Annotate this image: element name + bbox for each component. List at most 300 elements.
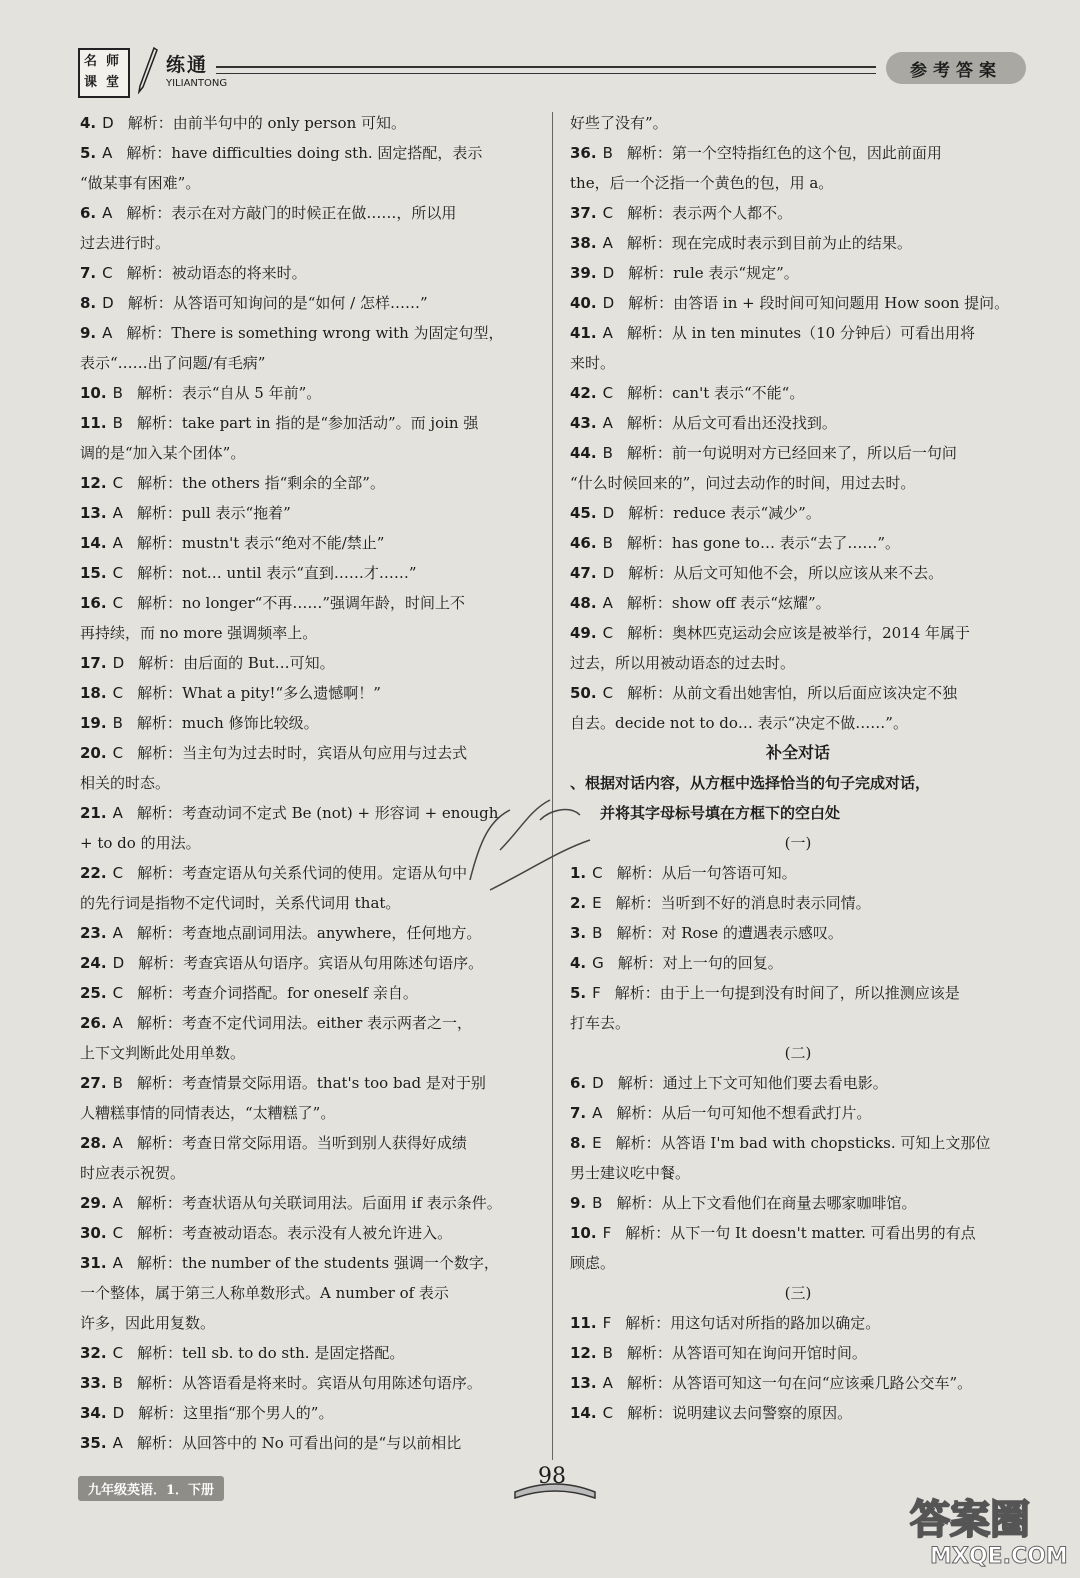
- question-number: 36.: [570, 144, 597, 162]
- right-column: [570, 108, 1026, 1428]
- question-number: 12.: [570, 1344, 597, 1362]
- answer-line: [570, 1128, 1026, 1158]
- explanation-continuation: 过去，所以用被动语态的过去时。: [570, 654, 796, 672]
- answer-entry: [80, 138, 540, 198]
- answer-entry: [80, 1068, 540, 1128]
- answer-letter: A: [112, 1194, 123, 1212]
- answer-entry: [80, 108, 540, 138]
- answer-entry: [80, 1248, 540, 1338]
- question-number: 48.: [570, 594, 597, 612]
- answer-line: [570, 1098, 1026, 1128]
- answer-line: [80, 318, 540, 348]
- answer-entry: [570, 1188, 1026, 1218]
- answer-line: [570, 408, 1026, 438]
- explanation-continuation: 许多，因此用复数。: [80, 1314, 216, 1332]
- right-entries: [570, 138, 1026, 738]
- answer-line: [570, 378, 1026, 408]
- question-number: 47.: [570, 564, 597, 582]
- answer-letter: B: [602, 144, 613, 162]
- answer-entry: [570, 318, 1026, 378]
- explanation-text: 解析：mustn't 表示“绝对不能/禁止”: [136, 534, 385, 552]
- explanation-text: 解析：对上一句的回复。: [617, 954, 783, 972]
- explanation-continuation: “什么时候回来的”，问过去动作的时间，用过去时。: [570, 474, 916, 492]
- question-number: 30.: [80, 1224, 107, 1242]
- answer-letter: A: [112, 1014, 123, 1032]
- answer-letter: C: [602, 1404, 614, 1422]
- answer-line: [570, 678, 1026, 708]
- answer-letter: C: [602, 684, 614, 702]
- answer-line: [80, 138, 540, 168]
- question-number: 41.: [570, 324, 597, 342]
- answer-letter: B: [112, 384, 123, 402]
- answer-entry: [570, 138, 1026, 198]
- answer-letter: A: [112, 534, 123, 552]
- logo-char: 名: [84, 54, 98, 69]
- question-number: 4.: [80, 114, 97, 132]
- answer-letter: C: [112, 984, 124, 1002]
- answer-line: [570, 528, 1026, 558]
- answer-line: [570, 948, 1026, 978]
- explanation-text: 解析：从后一句可知他不想看武打片。: [616, 1104, 872, 1122]
- explanation-text: 解析：从答语看是将来时。宾语从句用陈述句语序。: [136, 1374, 482, 1392]
- question-number: 46.: [570, 534, 597, 552]
- answer-line: [570, 888, 1026, 918]
- answer-letter: C: [112, 564, 124, 582]
- explanation-text: 解析：当听到不好的消息时表示同情。: [615, 894, 871, 912]
- explanation-text: 解析：从 in ten minutes（10 分钟后）可看出用将: [626, 324, 975, 342]
- explanation-text: 解析：从下一句 It doesn't matter. 可看出男的有点: [625, 1224, 976, 1242]
- answer-letter: B: [112, 714, 123, 732]
- answer-letter: A: [112, 924, 123, 942]
- answer-entry: [80, 408, 540, 468]
- explanation-text: 解析：What a pity!“多么遗憾啊！”: [137, 684, 381, 702]
- page-header: [78, 46, 1028, 96]
- answer-letter: B: [112, 1374, 123, 1392]
- explanation-text: 解析：考查状语从句关联词用法。后面用 if 表示条件。: [136, 1194, 502, 1212]
- answer-letter: C: [112, 594, 124, 612]
- question-number: 9.: [570, 1194, 587, 1212]
- answer-entry: [80, 948, 540, 978]
- explanation-text: 解析：前一句说明对方已经回来了，所以后一句问: [626, 444, 957, 462]
- answer-line: [80, 948, 540, 978]
- explanation-text: 解析：从上下文看他们在商量去哪家咖啡馆。: [616, 1194, 917, 1212]
- question-number: 8.: [570, 1134, 587, 1152]
- explanation-text: 解析：the others 指“剩余的全部”。: [137, 474, 385, 492]
- answer-entry: [570, 618, 1026, 678]
- explanation-continuation: 的先行词是指物不定代词时，关系代词用 that。: [80, 894, 401, 912]
- answer-entry: [570, 198, 1026, 228]
- question-number: 33.: [80, 1374, 107, 1392]
- answer-line: [80, 1188, 540, 1218]
- question-number: 11.: [570, 1314, 597, 1332]
- answer-letter: C: [112, 864, 124, 882]
- answer-letter: A: [602, 594, 613, 612]
- answer-letter: B: [112, 414, 123, 432]
- question-number: 12.: [80, 474, 107, 492]
- explanation-text: 解析：从答语 I'm bad with chopsticks. 可知上文那位: [615, 1134, 991, 1152]
- explanation-text: 解析：考查动词不定式 Be (not) + 形容词 + enough: [136, 804, 499, 822]
- answer-entry: [80, 648, 540, 678]
- watermark-logo: 答案圈: [910, 1497, 1030, 1543]
- explanation-text: 解析：奥林匹克运动会应该是被举行，2014 年属于: [627, 624, 971, 642]
- answer-entry: [570, 888, 1026, 918]
- explanation-text: 解析：从后文可知他不会，所以应该从来不去。: [628, 564, 944, 582]
- explanation-text: 解析：表示两个人都不。: [627, 204, 793, 222]
- question-number: 24.: [80, 954, 107, 972]
- explanation-text: 解析：用这句话对所指的路加以确定。: [625, 1314, 881, 1332]
- answer-letter: D: [592, 1074, 604, 1092]
- answer-line: [570, 918, 1026, 948]
- explanation-continuation: the，后一个泛指一个黄色的包，用 a。: [570, 174, 834, 192]
- question-number: 35.: [80, 1434, 107, 1452]
- explanation-continuation: 顾虑。: [570, 1254, 616, 1272]
- question-number: 27.: [80, 1074, 107, 1092]
- question-number: 10.: [570, 1224, 597, 1242]
- page-number-text: 98: [538, 1464, 566, 1489]
- answer-line: [570, 1368, 1026, 1398]
- question-number: 10.: [80, 384, 107, 402]
- answer-line: [570, 228, 1026, 258]
- answer-line: [80, 738, 540, 768]
- question-number: 14.: [80, 534, 107, 552]
- answer-line: [570, 258, 1026, 288]
- answer-letter: A: [102, 324, 113, 342]
- explanation-continuation: 时应表示祝贺。: [80, 1164, 186, 1182]
- answer-letter: C: [102, 264, 113, 282]
- explanation-text: 解析：表示在对方敲门的时候正在做……，所以用: [126, 204, 457, 222]
- answer-letter: A: [112, 1434, 123, 1452]
- explanation-continuation: 人糟糕事情的同情表达，“太糟糕了”。: [80, 1104, 336, 1122]
- answer-entry: [570, 258, 1026, 288]
- answer-entry: [80, 378, 540, 408]
- entry-continuation: 好些了没有”。: [570, 114, 668, 132]
- answer-entry: [570, 1098, 1026, 1128]
- answer-entry: [80, 1398, 540, 1428]
- explanation-text: 解析：考查日常交际用语。当听到别人获得好成绩: [136, 1134, 467, 1152]
- pen-icon: [134, 46, 158, 94]
- answer-line: [570, 1068, 1026, 1098]
- question-number: 8.: [80, 294, 97, 312]
- answer-letter: B: [602, 534, 613, 552]
- explanation-text: 解析：被动语态的将来时。: [126, 264, 307, 282]
- answer-entry: [570, 498, 1026, 528]
- answer-line: [570, 1308, 1026, 1338]
- explanation-text: 解析：由答语 in + 段时间可知问题用 How soon 提问。: [628, 294, 1010, 312]
- explanation-text: 解析：由于上一句提到没有时间了，所以推测应该是: [614, 984, 960, 1002]
- answer-line: [80, 978, 540, 1008]
- part-label: (二): [784, 1044, 812, 1062]
- explanation-continuation: 男士建议吃中餐。: [570, 1164, 691, 1182]
- answer-entry: [570, 918, 1026, 948]
- question-number: 13.: [570, 1374, 597, 1392]
- answer-line: [80, 1068, 540, 1098]
- explanation-text: 解析：has gone to… 表示“去了……”。: [626, 534, 901, 552]
- answer-letter: C: [602, 624, 614, 642]
- answer-letter: C: [112, 684, 124, 702]
- section-instruction: 、根据对话内容，从方框中选择恰当的句子完成对话，: [570, 774, 931, 792]
- explanation-continuation: 再持续，而 no more 强调频率上。: [80, 624, 318, 642]
- answer-letter: D: [602, 294, 615, 312]
- explanation-continuation: 过去进行时。: [80, 234, 171, 252]
- answer-entry: [80, 1428, 540, 1458]
- answer-letter: A: [112, 1254, 123, 1272]
- answer-letter: A: [112, 504, 123, 522]
- answer-line: [80, 558, 540, 588]
- book-label: 九年级英语．1．下册: [78, 1476, 224, 1501]
- answer-entry: [570, 558, 1026, 588]
- question-number: 6.: [570, 1074, 587, 1092]
- question-number: 9.: [80, 324, 97, 342]
- answer-entry: [570, 1128, 1026, 1188]
- answer-entry: [570, 228, 1026, 258]
- answer-letter: A: [602, 234, 613, 252]
- logo-char: 师: [106, 54, 120, 69]
- explanation-continuation: 表示“……出了问题/有毛病”: [80, 354, 266, 372]
- explanation-text: 解析：show off 表示“炫耀”。: [626, 594, 831, 612]
- answer-entry: [570, 1308, 1026, 1338]
- answer-letter: D: [112, 1404, 125, 1422]
- answer-line: [80, 1248, 540, 1278]
- answer-line: [80, 1428, 540, 1458]
- explanation-text: 解析：由前半句中的 only person 可知。: [127, 114, 407, 132]
- answer-entry: [570, 858, 1026, 888]
- explanation-text: 解析：从后一句答语可知。: [616, 864, 797, 882]
- explanation-text: 解析：对 Rose 的遭遇表示感叹。: [616, 924, 843, 942]
- question-number: 5.: [80, 144, 97, 162]
- answer-entry: [570, 1218, 1026, 1278]
- answer-letter: A: [592, 1104, 603, 1122]
- explanation-text: 解析：There is something wrong with 为固定句型，: [126, 324, 504, 342]
- answer-entry: [570, 1068, 1026, 1098]
- answer-entry: [570, 528, 1026, 558]
- question-number: 26.: [80, 1014, 107, 1032]
- explanation-text: 解析：can't 表示“不能“。: [627, 384, 805, 402]
- answer-entry: [80, 978, 540, 1008]
- explanation-continuation: + to do 的用法。: [80, 834, 201, 852]
- question-number: 29.: [80, 1194, 107, 1212]
- answer-letter: D: [602, 504, 615, 522]
- answer-letter: C: [112, 474, 124, 492]
- explanation-text: 解析：第一个空特指红色的这个包，因此前面用: [626, 144, 942, 162]
- logo-char: 课: [84, 75, 98, 90]
- question-number: 16.: [80, 594, 107, 612]
- answer-line: [570, 858, 1026, 888]
- answer-line: [570, 588, 1026, 618]
- answer-line: [80, 1218, 540, 1248]
- explanation-text: 解析：考查定语从句关系代词的使用。定语从句中: [137, 864, 468, 882]
- question-number: 32.: [80, 1344, 107, 1362]
- question-number: 25.: [80, 984, 107, 1002]
- answer-letter: A: [602, 324, 613, 342]
- explanation-text: 解析：考查不定代词用法。either 表示两者之一，: [136, 1014, 473, 1032]
- question-number: 15.: [80, 564, 107, 582]
- explanation-text: 解析：tell sb. to do sth. 是固定搭配。: [137, 1344, 405, 1362]
- answer-entry: [80, 498, 540, 528]
- watermark-url: MXQE.COM: [930, 1544, 1068, 1569]
- answer-line: [570, 1218, 1026, 1248]
- answer-letter: A: [602, 1374, 613, 1392]
- answer-entry: [570, 438, 1026, 498]
- explanation-text: 解析：从答语可知询问的是“如何 / 怎样……”: [127, 294, 428, 312]
- question-number: 7.: [570, 1104, 587, 1122]
- answer-letter: B: [602, 444, 613, 462]
- answer-letter: D: [112, 654, 125, 672]
- answer-letter: A: [112, 1134, 123, 1152]
- answer-letter: F: [592, 984, 601, 1002]
- answer-letter: E: [592, 1134, 602, 1152]
- question-number: 31.: [80, 1254, 107, 1272]
- question-number: 18.: [80, 684, 107, 702]
- answer-letter: A: [112, 804, 123, 822]
- answer-line: [80, 1368, 540, 1398]
- question-number: 39.: [570, 264, 597, 282]
- part-label: (一): [784, 834, 812, 852]
- question-number: 7.: [80, 264, 97, 282]
- dialogue-parts: [570, 828, 1026, 1428]
- question-number: 21.: [80, 804, 107, 822]
- question-number: 50.: [570, 684, 597, 702]
- answer-letter: C: [112, 744, 124, 762]
- question-number: 11.: [80, 414, 107, 432]
- publisher-logo: [78, 48, 130, 98]
- explanation-continuation: 上下文判断此处用单数。: [80, 1044, 246, 1062]
- answer-line: [570, 618, 1026, 648]
- answer-letter: A: [602, 414, 613, 432]
- answer-entry: [80, 288, 540, 318]
- question-number: 34.: [80, 1404, 107, 1422]
- explanation-text: 解析：通过上下文可知他们要去看电影。: [617, 1074, 888, 1092]
- explanation-text: 解析：考查情景交际用语。that's too bad 是对于别: [136, 1074, 486, 1092]
- answer-line: [570, 498, 1026, 528]
- answer-entry: [570, 678, 1026, 738]
- part-label: (三): [784, 1284, 812, 1302]
- question-number: 40.: [570, 294, 597, 312]
- explanation-continuation: 一个整体，属于第三人称单数形式。A number of 表示: [80, 1284, 449, 1302]
- explanation-text: 解析：当主句为过去时时，宾语从句应用与过去式: [137, 744, 468, 762]
- explanation-continuation: 打车去。: [570, 1014, 631, 1032]
- explanation-text: 解析：take part in 指的是“参加活动”。而 join 强: [136, 414, 479, 432]
- answer-letter: C: [592, 864, 603, 882]
- answer-line: [80, 1128, 540, 1158]
- answer-entry: [80, 1188, 540, 1218]
- question-number: 1.: [570, 864, 587, 882]
- answer-line: [80, 378, 540, 408]
- explanation-text: 解析：not… until 表示“直到……才……”: [137, 564, 417, 582]
- answer-entry: [80, 918, 540, 948]
- answer-line: [80, 468, 540, 498]
- question-number: 13.: [80, 504, 107, 522]
- question-number: 20.: [80, 744, 107, 762]
- question-number: 17.: [80, 654, 107, 672]
- answer-key-tag: 参考答案: [886, 52, 1026, 84]
- explanation-text: 解析：由后面的 But…可知。: [138, 654, 335, 672]
- question-number: 6.: [80, 204, 97, 222]
- answer-letter: E: [592, 894, 602, 912]
- question-number: 43.: [570, 414, 597, 432]
- answer-entry: [570, 1368, 1026, 1398]
- answer-entry: [80, 1008, 540, 1068]
- answer-entry: [80, 318, 540, 378]
- answer-letter: F: [602, 1224, 612, 1242]
- question-number: 44.: [570, 444, 597, 462]
- answer-line: [80, 198, 540, 228]
- explanation-continuation: “做某事有困难”。: [80, 174, 201, 192]
- question-number: 23.: [80, 924, 107, 942]
- question-number: 4.: [570, 954, 587, 972]
- answer-entry: [80, 678, 540, 708]
- explanation-continuation: 调的是“加入某个团体”。: [80, 444, 246, 462]
- question-number: 14.: [570, 1404, 597, 1422]
- answer-entry: [570, 1398, 1026, 1428]
- answer-line: [80, 588, 540, 618]
- explanation-continuation: 相关的时态。: [80, 774, 171, 792]
- answer-entry: [80, 258, 540, 288]
- answer-line: [80, 708, 540, 738]
- answer-line: [570, 288, 1026, 318]
- answer-line: [80, 258, 540, 288]
- question-number: 22.: [80, 864, 107, 882]
- answer-line: [570, 1338, 1026, 1368]
- page-footer: [78, 1476, 278, 1498]
- answer-letter: B: [112, 1074, 123, 1092]
- answer-line: [80, 918, 540, 948]
- handwritten-scribble: [450, 780, 630, 900]
- answer-entry: [570, 588, 1026, 618]
- section-title: 补全对话: [765, 743, 830, 762]
- section-instruction: 并将其字母标号填在方框下的空白处: [600, 804, 841, 822]
- logo-char: 堂: [106, 75, 120, 90]
- answer-letter: D: [102, 114, 114, 132]
- explanation-text: 解析：从后文可看出还没找到。: [626, 414, 837, 432]
- answer-line: [80, 1338, 540, 1368]
- explanation-text: 解析：rule 表示“规定”。: [628, 264, 799, 282]
- answer-entry: [80, 558, 540, 588]
- answer-letter: C: [112, 1224, 124, 1242]
- answer-line: [80, 528, 540, 558]
- answer-line: [80, 108, 540, 138]
- answer-entry: [80, 1218, 540, 1248]
- explanation-text: 解析：从答语可知这一句在问“应该乘几路公交车”。: [626, 1374, 973, 1392]
- answer-letter: B: [592, 1194, 603, 1212]
- question-number: 19.: [80, 714, 107, 732]
- explanation-continuation: 来时。: [570, 354, 616, 372]
- explanation-text: 解析：考查被动语态。表示没有人被允许进入。: [137, 1224, 453, 1242]
- answer-line: [570, 318, 1026, 348]
- answer-line: [80, 288, 540, 318]
- explanation-text: 解析：much 修饰比较级。: [136, 714, 319, 732]
- explanation-text: 解析：考查介词搭配。for oneself 亲自。: [137, 984, 418, 1002]
- header-rule: [216, 73, 876, 74]
- answer-line: [80, 678, 540, 708]
- brand-name: 练通: [166, 54, 209, 76]
- brand-subtitle: YILIANTONG: [166, 78, 228, 89]
- explanation-text: 解析：the number of the students 强调一个数字，: [136, 1254, 499, 1272]
- question-number: 45.: [570, 504, 597, 522]
- answer-entry: [570, 978, 1026, 1038]
- question-number: 42.: [570, 384, 597, 402]
- answer-letter: D: [602, 264, 615, 282]
- explanation-text: 解析：说明建议去问警察的原因。: [627, 1404, 853, 1422]
- answer-entry: [570, 948, 1026, 978]
- explanation-text: 解析：考查地点副词用法。anywhere，任何地方。: [136, 924, 482, 942]
- answer-letter: B: [602, 1344, 613, 1362]
- answer-letter: C: [112, 1344, 124, 1362]
- answer-line: [80, 1008, 540, 1038]
- explanation-text: 解析：have difficulties doing sth. 固定搭配，表示: [126, 144, 483, 162]
- explanation-text: 解析：从回答中的 No 可看出问的是“与以前相比: [136, 1434, 462, 1452]
- answer-line: [80, 648, 540, 678]
- answer-letter: C: [602, 204, 614, 222]
